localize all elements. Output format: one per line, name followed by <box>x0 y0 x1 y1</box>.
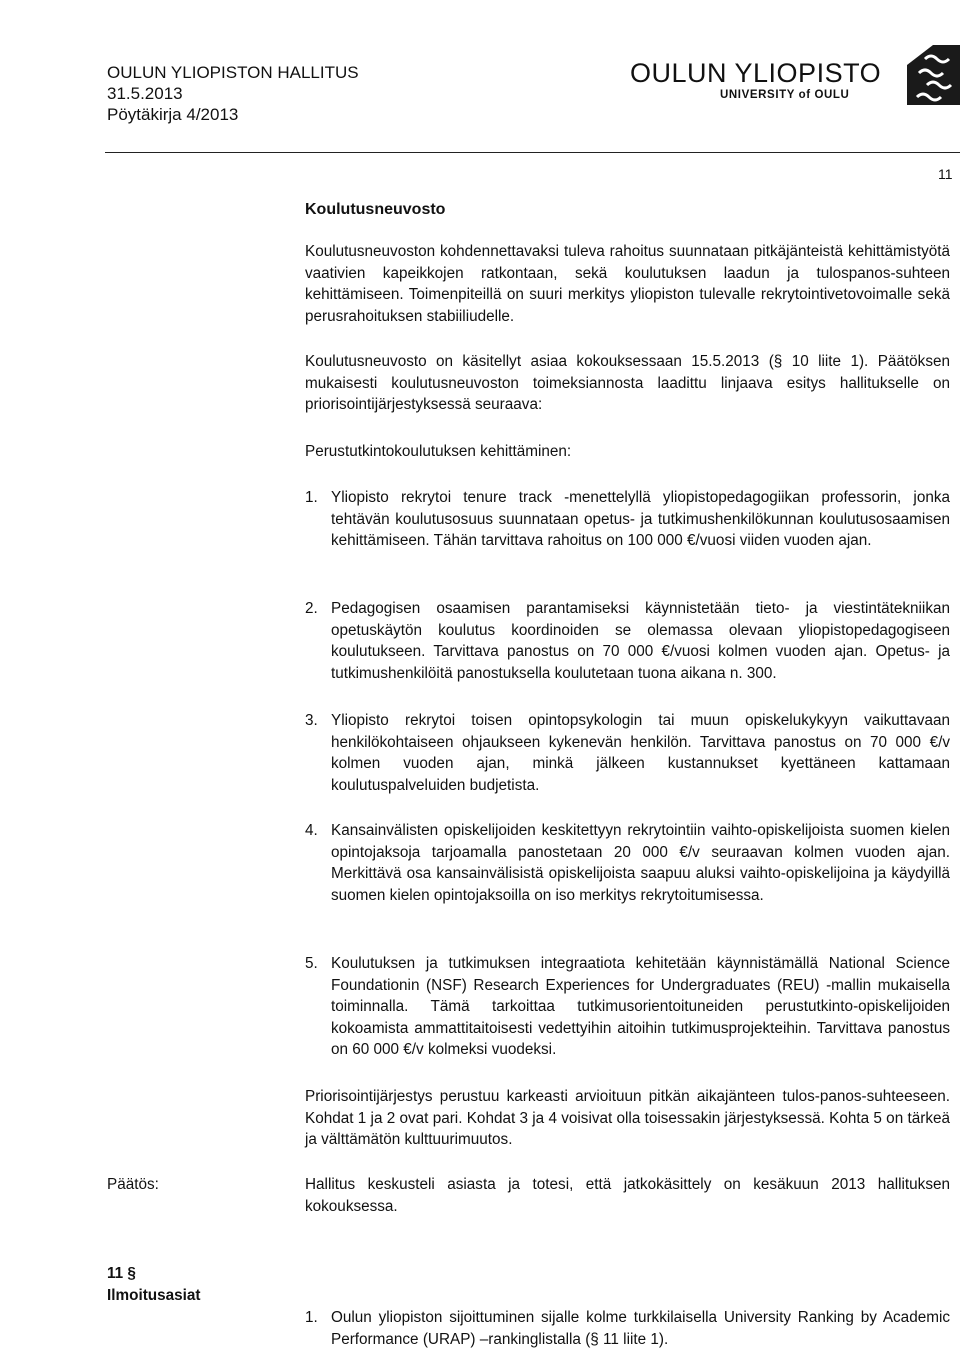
decision-label: Päätös: <box>107 1176 159 1193</box>
list-item <box>305 598 950 684</box>
minutes-number: Pöytäkirja 4/2013 <box>107 105 239 124</box>
council-paragraph: Koulutusneuvosto on käsitellyt asiaa kokouksessaan 15.5.2013 (§ 10 liite 1). Päätöksen mukaisesti koulutusneuvoston toimeksiannosta laadittu linjaava esitys hallitukselle on priorisointijärjestyksessä seuraava: <box>305 353 950 414</box>
list-item-text: Koulutuksen ja tutkimuksen integraatiota kehitetään käynnistämällä National Science Foundationin (NSF) Research Experiences for Undergraduates (REU) -mallin mukaisella toiminnalla. Tämä tarkoittaa tutkimusorientoituneiden perustutkinto-opiskelijoiden kokoamista ammattitaitoisesti vedettyihin aitoihin tutkimusprojekteihin. Tarvittava panostus on 60 000 €/v kolmeksi vuodeksi. <box>331 955 950 1059</box>
document-header <box>107 62 359 125</box>
intro-paragraph: Koulutusneuvoston kohdennettavaksi tuleva rahoitus suunnataan pitkäjänteistä kehittämistyötä vaativien kapeikkojen ratkontaan, sekä koulutuksen laadun ja tulospanos-suhteen kehittämiseen. Toimenpiteillä on suuri merkitys yliopiston tulevalle rekrytointivetovoimalle sekä perusrahoituksen stabiiliudelle. <box>305 243 950 325</box>
organization-line: OULUN YLIOPISTON HALLITUS <box>107 63 359 82</box>
list-item <box>305 820 950 906</box>
section-number: 11 § <box>107 1265 136 1282</box>
page-number: 11 <box>938 166 953 182</box>
meeting-date: 31.5.2013 <box>107 84 183 103</box>
priority-paragraph: Priorisointijärjestys perustuu karkeasti arvioituun pitkän aikajänteen tulos-panos-suhteeseen. Kohdat 1 ja 2 ovat pari. Kohdat 3 ja 4 voisivat olla toisessakin järjestyksessä. Kohta 5 on tärkeä ja välttämätön kulttuurimuutos. <box>305 1088 950 1149</box>
list-item-number: 1. <box>305 1309 318 1326</box>
header-divider <box>105 152 960 153</box>
list-item <box>305 487 950 552</box>
list-item-text: Pedagogisen osaamisen parantamiseksi käynnistetään tieto- ja viestintätekniikan opetuskäytön koulutus koordinoiden se olemassa olevaan yliopistopedagogiseen koulutukseen. Tarvittava panostus on 70 000 €/vuosi kolmen vuoden ajan. Opetus- ja tutkimushenkilöitä panostuksella koulutetaan tuona aikana n. 300. <box>331 600 950 682</box>
list-item-number: 4. <box>305 822 318 839</box>
university-name: OULUN YLIOPISTO <box>630 58 882 88</box>
list-item-number: 2. <box>305 600 318 617</box>
list-item-text: Yliopisto rekrytoi toisen opintopsykologin tai muun opiskelukykyyn vaikuttavaan henkilökohtaiseen ohjaukseen kykenevän henkilön. Tarvittava panostus on 70 000 €/v kolmen vuoden ajan, minkä jälkeen kustannukset kyettäneen kattamaan koulutuspalveluiden budjetista. <box>331 712 950 794</box>
decision-text: Hallitus keskusteli asiasta ja totesi, että jatkokäsittely on kesäkuun 2013 hallituksen kokouksessa. <box>305 1176 950 1215</box>
university-logo <box>903 45 960 105</box>
list-item <box>305 710 950 796</box>
list-item-text: Yliopisto rekrytoi tenure track -menettelyllä yliopistopedagogiikan professorin, jonka tehtävän koulutusosuus suunnataan opetus- ja tutkimushenkilökunnan koulutusosaamisen kehittämiseen. Tähän tarvittava rahoitus on 100 000 €/vuosi viiden vuoden ajan. <box>331 489 950 550</box>
subheading: Perustutkintokoulutuksen kehittäminen: <box>305 443 572 460</box>
list-item-number: 3. <box>305 712 318 729</box>
list-item <box>305 1307 950 1350</box>
list-item <box>305 953 950 1061</box>
section-title: Ilmoitusasiat <box>107 1287 201 1304</box>
list-item-text: Kansainvälisten opiskelijoiden keskitettyyn rekrytointiin vaihto-opiskelijoista suomen kielen opintojaksoja tarjoamalla panostetaan 20 000 €/v seuraavan kolmen vuoden ajan. Merkittävä osa kansainvälisistä opiskelijoista saapuu aluksi vaihto-opiskelijoina ja käydyillä suomen kielen opintojaksoilla on iso merkitys rekrytoitumisessa. <box>331 822 950 904</box>
section-heading: Koulutusneuvosto <box>305 201 446 218</box>
university-subtitle: UNIVERSITY of OULU <box>720 89 850 101</box>
list-item-text: Oulun yliopiston sijoittuminen sijalle kolme turkkilaisella University Ranking by Academic Performance (URAP) –rankinglistalla (§ 11 liite 1). <box>331 1309 950 1348</box>
list-item-number: 5. <box>305 955 318 972</box>
list-item-number: 1. <box>305 489 318 506</box>
